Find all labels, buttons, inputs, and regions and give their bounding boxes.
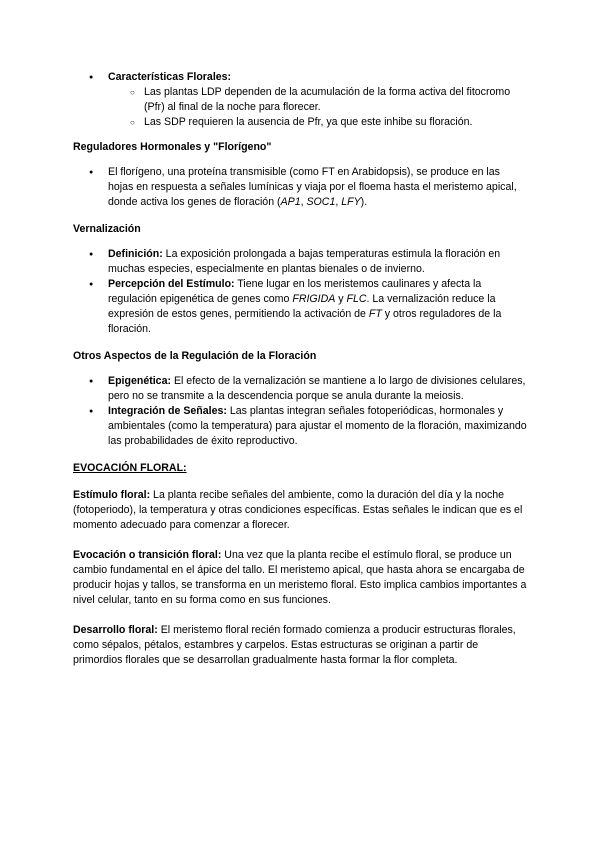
paragraph-floral-transition bbox=[73, 548, 528, 608]
paragraph-floral-development bbox=[73, 623, 528, 668]
perception-text: y bbox=[335, 293, 347, 305]
epigenetics-text: El efecto de la vernalización se mantiene a lo largo de divisiones celulares, pero no se transmite a la descendencia porque se anula durante la meiosis. bbox=[108, 375, 526, 402]
perception-text: Tiene lugar en los meristemos caulinares y afecta la regulación epigenética de genes como bbox=[108, 278, 482, 305]
gene-name: LFY bbox=[341, 196, 361, 208]
paragraph-text: La planta recibe señales del ambiente, como la duración del día y la noche (fotoperiodo), la temperatura y otras condiciones específicas. Estas señales le indican que es el momento adecuado para comenzar a florecer. bbox=[73, 489, 523, 531]
vernalization-list bbox=[73, 247, 528, 337]
section-heading-floral-evocation bbox=[73, 461, 528, 476]
list-item bbox=[73, 247, 528, 277]
sub-list-item bbox=[73, 115, 528, 130]
list-item bbox=[73, 374, 528, 404]
list-item bbox=[73, 404, 528, 449]
list-item bbox=[73, 165, 528, 210]
sub-list-item bbox=[73, 85, 528, 115]
separator: , bbox=[300, 196, 307, 208]
paragraph-text: El meristemo floral recién formado comienza a producir estructuras florales, como sépalos, pétalos, estambres y carpelos. Estas estructuras se originan a partir de primordios florales que se desarrollan gradualmente hasta formar la flor completa. bbox=[73, 624, 516, 666]
list-item bbox=[73, 277, 528, 337]
other-aspects-list bbox=[73, 374, 528, 449]
ldp-text: Las plantas LDP dependen de la acumulación de la forma activa del fitocromo (Pfr) al final de la noche para florecer. bbox=[144, 86, 511, 113]
florigen-list bbox=[73, 165, 528, 210]
definition-text: La exposición prolongada a bajas temperaturas estimula la floración en muchas especies, especialmente en plantas bienales o de invierno. bbox=[108, 248, 501, 275]
paragraph-text: Una vez que la planta recibe el estímulo floral, se produce un cambio fundamental en el ápice del tallo. El meristemo apical, que hasta ahora se encargaba de producir hojas y tallos, se transforma en un meristemo floral. Esto implica cambios importantes a nivel celular, tanto en su forma como en sus funciones. bbox=[73, 549, 527, 606]
florigen-text: El florígeno, una proteína transmisible (como FT en Arabidopsis), se produce en las hojas en respuesta a señales lumínicas y viaja por el floema hasta el meristemo apical, donde activa los genes de floración ( bbox=[108, 166, 517, 208]
integration-text: Las plantas integran señales fotoperiódicas, hormonales y ambientales (como la temperatura) para ajustar el momento de la floración, maximizando las probabilidades de éxito reproductivo. bbox=[108, 405, 527, 447]
bullet-label: Integración de Señales: bbox=[108, 405, 227, 417]
paragraph-label: Evocación o transición floral: bbox=[73, 549, 222, 561]
gene-name: SOC1 bbox=[306, 196, 336, 208]
document-page bbox=[73, 70, 528, 668]
bullet-label: Epigenética: bbox=[108, 375, 171, 387]
gene-name: FLC bbox=[346, 293, 367, 305]
gene-name: AP1 bbox=[280, 196, 301, 208]
bullet-label: Definición: bbox=[108, 248, 163, 260]
section-heading-vernalization: Vernalización bbox=[73, 223, 141, 235]
bullet-label: Percepción del Estímulo: bbox=[108, 278, 235, 290]
sdp-text: Las SDP requieren la ausencia de Pfr, ya que este inhibe su floración. bbox=[144, 116, 473, 128]
gene-name: FT bbox=[368, 308, 382, 320]
heading-text: EVOCACIÓN FLORAL: bbox=[73, 462, 187, 474]
section-heading-hormonal: Reguladores Hormonales y "Florígeno" bbox=[73, 141, 272, 153]
bullet-label: Características Florales: bbox=[108, 71, 232, 83]
separator: , bbox=[335, 196, 342, 208]
perception-text: . La vernalización reduce la expresión de estos genes, permitiendo la activación de bbox=[108, 293, 496, 320]
paragraph-label: Estímulo floral: bbox=[73, 489, 151, 501]
perception-text: y otros reguladores de la floración. bbox=[108, 308, 502, 335]
paragraph-label: Desarrollo floral: bbox=[73, 624, 158, 636]
florigen-text-end: ). bbox=[360, 196, 368, 208]
gene-name: FRIGIDA bbox=[292, 293, 336, 305]
section-heading-other-aspects: Otros Aspectos de la Regulación de la Floración bbox=[73, 350, 317, 362]
paragraph-floral-stimulus bbox=[73, 488, 528, 533]
floral-characteristics-list bbox=[73, 70, 528, 130]
list-item bbox=[73, 70, 528, 85]
